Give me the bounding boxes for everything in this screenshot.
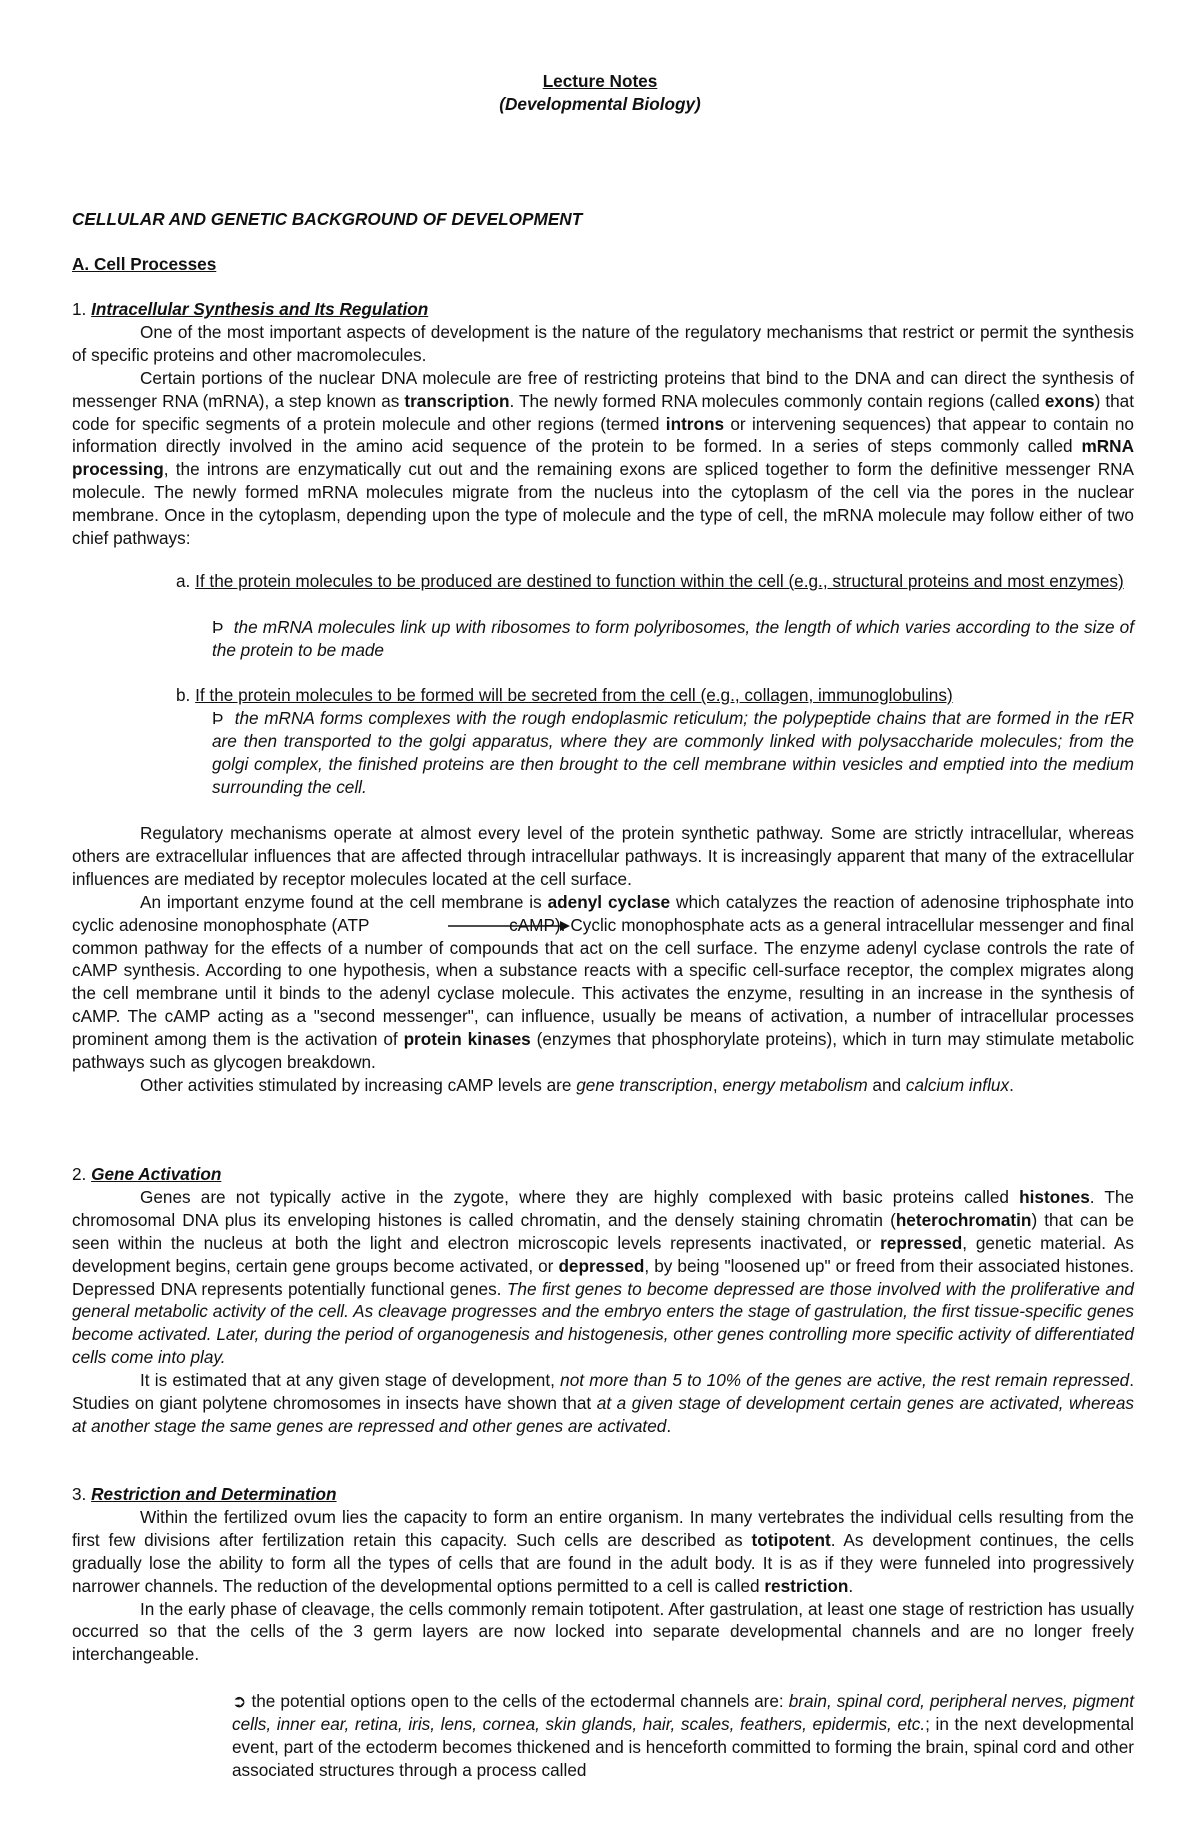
document-title: Lecture Notes — [542, 71, 658, 91]
chapter-heading: CELLULAR AND GENETIC BACKGROUND OF DEVELOPMENT — [72, 209, 583, 229]
section-2-title: Gene Activation — [91, 1164, 222, 1184]
document-subtitle: (Developmental Biology) — [499, 94, 701, 114]
paragraph: Within the fertilized ovum lies the capacity to form an entire organism. In many vertebrates the individual cells resulting from the first few divisions after fertilization retain this capacity. Such cells are described as totipotent. As development continues, the cells gradually lose the ability to form all the types of cells that are found in the adult body. It is as if they were funneled into progressively narrower channels. The reduction of the developmental options permitted to a cell is called restriction. — [72, 1506, 1134, 1596]
pathway-b-detail: Þ the mRNA forms complexes with the rough endoplasmic reticulum; the polypeptide chains that are formed in the rER are then transported to the golgi apparatus, where they are commonly linked with polysaccharide molecules; from the golgi complex, the finished proteins are then brought to the cell membrane within vesicles and emptied into the medium surrounding the cell. — [212, 708, 1134, 797]
implies-glyph: Þ — [212, 708, 224, 728]
section-1-heading: 1. Intracellular Synthesis and Its Regulation — [72, 299, 429, 319]
pathway-a-title: If the protein molecules to be produced are destined to function within the cell (e.g., structural proteins and most enzymes) — [195, 571, 1124, 591]
bullet-arrow-icon: ➲ — [232, 1691, 247, 1711]
paragraph: Regulatory mechanisms operate at almost every level of the protein synthetic pathway. Some are strictly intracellular, whereas others are extracellular influences that are affected through intracellular pathways. It is increasingly apparent that many of the extracellular influences are mediated by receptor molecules located at the cell surface. — [72, 823, 1134, 889]
pathway-a-detail: Þ the mRNA molecules link up with ribosomes to form polyribosomes, the length of which varies according to the size of the protein to be made — [212, 617, 1134, 660]
pathway-a: a. If the protein molecules to be produced are destined to function within the cell (e.g., structural proteins and most enzymes) — [176, 571, 1124, 591]
section-heading-a: A. Cell Processes — [72, 254, 217, 274]
section-3 — [72, 1483, 1134, 1666]
paragraph: It is estimated that at any given stage of development, not more than 5 to 10% of the genes are active, the rest remain repressed. Studies on giant polytene chromosomes in insects have shown that at a given stage of development certain genes are activated, whereas at another stage the same genes are repressed and other genes are activated. — [72, 1370, 1134, 1436]
paragraph: An important enzyme found at the cell membrane is adenyl cyclase which catalyzes the reaction of adenosine triphosphate into cyclic adenosine monophosphate (ATP cAMP). Cyclic monophosphate acts as a general intracellular messenger and final common pathway for the effects of a number of compounds that act on the cell surface. The enzyme adenyl cyclase controls the rate of cAMP synthesis. According to one hypothesis, when a substance reacts with a specific cell-surface receptor, the complex migrates along the cell membrane until it binds to the adenyl cyclase molecule. This activates the enzyme, resulting in an increase in the synthesis of cAMP. The cAMP acting as a "second messenger", can influence, usually be means of activation, a number of intracellular processes prominent among them is the activation of protein kinases (enzymes that phosphorylate proteins), which in turn may stimulate metabolic pathways such as glycogen breakdown. — [72, 891, 1135, 1073]
section-1 — [72, 298, 1134, 550]
section-3-title: Restriction and Determination — [91, 1484, 337, 1504]
ectoderm-options: ➲ the potential options open to the cells of the ectodermal channels are: brain, spinal cord, peripheral nerves, pigment cells, inner ear, retina, iris, lens, cornea, skin glands, hair, scales, feathers, epidermis, etc.; in the next developmental event, part of the ectoderm becomes thickened and is henceforth committed to forming the brain, spinal cord and other associated structures through a process called — [232, 1691, 1135, 1780]
pathway-b-title: If the protein molecules to be formed will be secreted from the cell (e.g., collagen, immunoglobulins) — [195, 685, 953, 705]
implies-glyph: Þ — [212, 617, 224, 637]
paragraph: Genes are not typically active in the zygote, where they are highly complexed with basic proteins called histones. The chromosomal DNA plus its enveloping histones is called chromatin, and the densely staining chromatin (heterochromatin) that can be seen within the nucleus at both the light and electron microscopic levels represents inactivated, or repressed, genetic material. As development begins, certain gene groups become activated, or depressed, by being "loosened up" or freed from their associated histones. Depressed DNA represents potentially functional genes. The first genes to become depressed are those involved with the proliferative and general metabolic activity of the cell. As cleavage progresses and the embryo enters the stage of gastrulation, the first tissue-specific genes become activated. Later, during the period of organogenesis and histogenesis, other genes controlling more specific activity of differentiated cells come into play. — [72, 1186, 1135, 1368]
paragraph: Other activities stimulated by increasing cAMP levels are gene transcription, energy metabolism and calcium influx. — [140, 1074, 1014, 1095]
section-1-title: Intracellular Synthesis and Its Regulation — [91, 299, 429, 319]
section-2 — [72, 1163, 1134, 1438]
section-3-heading: 3. Restriction and Determination — [72, 1484, 337, 1504]
arrow-icon — [374, 914, 504, 937]
pathway-b: b. If the protein molecules to be formed will be secreted from the cell (e.g., collagen, immunoglobulins) — [176, 685, 953, 705]
section-1-continued — [72, 822, 1134, 1097]
section-2-heading: 2. Gene Activation — [72, 1164, 222, 1184]
paragraph: Certain portions of the nuclear DNA molecule are free of restricting proteins that bind to the DNA and can direct the synthesis of messenger RNA (mRNA), a step known as transcription. The newly formed RNA molecules commonly contain regions (called exons) that code for specific segments of a protein molecule and other regions (termed introns or intervening sequences) that appear to contain no information directly involved in the amino acid sequence of the protein to be formed. In a series of steps commonly called mRNA processing, the introns are enzymatically cut out and the remaining exons are spliced together to form the definitive messenger RNA molecule. The newly formed mRNA molecules migrate from the nucleus into the cytoplasm of the cell via the pores in the nuclear membrane. Once in the cytoplasm, depending upon the type of molecule and the type of cell, the mRNA molecule may follow either of two chief pathways: — [72, 367, 1134, 549]
paragraph: One of the most important aspects of development is the nature of the regulatory mechanisms that restrict or permit the synthesis of specific proteins and other macromolecules. — [72, 321, 1134, 365]
paragraph: In the early phase of cleavage, the cells commonly remain totipotent. After gastrulation, at least one stage of restriction has usually occurred so that the cells of the 3 germ layers are now locked into separate developmental channels and are no longer freely interchangeable. — [72, 1598, 1134, 1665]
